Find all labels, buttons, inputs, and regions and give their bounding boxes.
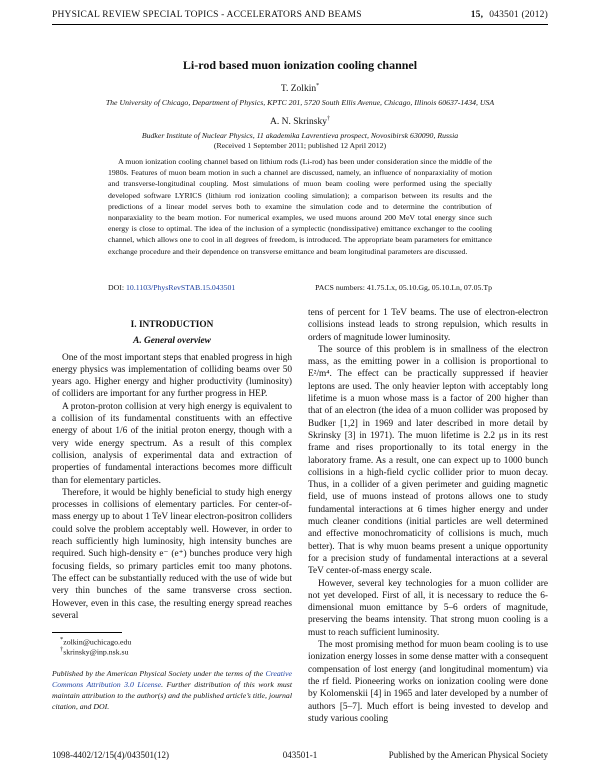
footnote-email[interactable]: skrinsky@inp.nsk.su	[63, 647, 129, 657]
affiliation-2: Budker Institute of Nuclear Physics, 11 akademika Lavrentieva prospect, Novosibirsk 630090, Russia	[141, 131, 459, 140]
paragraph: The most promising method for muon beam cooling is to use ionization energy losses in some dense matter with a consequent compensation of lost energy (and longitudinal momentum) via the rf field. Pioneering works on ionization cooling were done by Kolomenskii [4] in 1965 and later developed by a number of authors [5–7]. Much effort is being invested to develop and study various cooling	[308, 640, 548, 724]
footnote-mark: *	[60, 636, 64, 643]
license-link[interactable]: Creative Commons Attribution 3.0 License	[52, 669, 292, 689]
paper-title: Li-rod based muon ionization cooling channel	[182, 58, 418, 72]
author-name: T. Zolkin	[280, 84, 317, 95]
received-date: (Received 1 September 2011; published 12 April 2012)	[213, 141, 387, 150]
license-text: Published by the American Physical Society under the terms of the	[52, 669, 266, 678]
doi-link[interactable]: 10.1103/PhysRevSTAB.15.043501	[125, 283, 236, 292]
paragraph: A proton-proton collision at very high energy is equivalent to a collision of its fundamental constituents with an effective energy of about 1/6 of the initial proton energy, though with a very wide energy spectrum. As a result of this complex collision, analysis of experimental data and extraction of properties of fundamental interactions becomes more difficult than for elementary particles.	[52, 401, 292, 486]
left-column	[52, 307, 292, 622]
license-text: . Further distribution of this work must maintain attribution to the author(s) and the published article’s title, journal citation, and DOI.	[52, 680, 292, 711]
right-column	[308, 307, 548, 725]
footnote-2	[60, 646, 128, 657]
footnote-1	[60, 636, 131, 647]
author-2	[0, 116, 600, 127]
paragraph: Therefore, it would be highly beneficial to study high energy processes in collisions of elementary particles. For center-of-mass energy up to about 1 TeV linear electron-positron colliders could solve the problem acceptably well. However, in order to reach sufficiently high luminosity, high intensity bunches are required. Such high-density e⁻ (e⁺) bunches produce very high focusing fields, so primary particles emit too many photons. The effect can be substantially reduced with the use of wide but very thin bunches of the same transverse cross section. However, even in this case, the resulting energy spread reaches several	[52, 487, 292, 621]
article-number	[471, 10, 548, 20]
footer-publisher: Published by the American Physical Society	[388, 750, 548, 760]
author-mark: †	[327, 116, 330, 122]
doi	[108, 283, 235, 292]
publication-note	[52, 668, 292, 712]
paragraph: tens of percent for 1 TeV beams. The use of electron-electron collisions instead leads to strong repulsion, which results in orders of magnitude lower luminosity.	[308, 308, 548, 343]
paragraph: The source of this problem is in smallness of the electron mass, as the emitting power in a collision is proportional to E²/m⁴. The effect can be practically suppressed if heavier leptons are used. The only heavier lepton with acceptably long lifetime is a muon whose mass is a factor of 200 higher than that of an electron (the idea of a muon collider was proposed by Budker [1,2] in 1969 and later described in more detail by Skrinsky [3] in 1971). The muon lifetime is 2.2 μs in its rest frame and rises proportionally to its total energy in the laboratory frame. As a result, one can expect up to 1000 bunch collisions in a high-field cyclic collider prior to muon decay. Thus, in a collider of a given perimeter and guiding magnetic field, use of muons instead of protons allows one to study fundamental interactions at 6 times higher energy and under much cleaner conditions (initial particles are well determined and effective monochromaticity of collisions is much, much better). That is why muon beams present a unique opportunity for a precision study of fundamental interactions at a several TeV center-of-mass energy scale.	[308, 344, 548, 577]
author-1	[0, 83, 600, 94]
running-header	[52, 10, 548, 24]
subsection-heading: A. General overview	[133, 336, 211, 347]
article-id: 043501 (2012)	[489, 10, 548, 20]
journal-name: PHYSICAL REVIEW SPECIAL TOPICS - ACCELERATORS AND BEAMS	[52, 10, 362, 20]
paragraph: However, several key technologies for a muon collider are not yet developed. First of all, it is necessary to reduce the 6-dimensional muon emittance by 5–6 orders of magnitude, preserving the beams intensity. That strong muon cooling is a must to reach sufficient luminosity.	[308, 578, 548, 638]
volume: 15,	[470, 10, 484, 20]
author-name: A. N. Skrinsky	[269, 117, 327, 128]
abstract: A muon ionization cooling channel based on lithium rods (Li-rod) has been under consideration since the middle of the 1980s. Features of muon beam motion in such a channel are discussed, namely, an influence of nonparaxiality of motion and transverse-longitudinal coupling. Most simulations of muon beam cooling were performed using the specially developed software LYRICS (lithium rod ionization cooling simulation); a comparison between its results and the predictions of a linear model serves both to examine the simulation code and to determine the contribution of nonparaxiality to the beam motion. For numerical examples, we used muons around 200 MeV total energy since such energy is close to optimal. The idea of the inclusion of a symplectic (nondissipative) emittance exchanger to the cooling channel, which allows one to cool in all degrees of freedom, is introduced. The appropriate beam parameters for emittance exchange procedure and their dependence on transverse emittance and beam longitudinal parameters are discussed.	[108, 157, 492, 256]
section-heading: I. INTRODUCTION	[130, 320, 214, 330]
footer-issn: 1098-4402/12/15(4)/043501(12)	[52, 750, 169, 760]
paragraph: One of the most important steps that enabled progress in high energy physics was implementation of colliding beams over 50 years ago. Higher energy and higher productivity (luminosity) of colliders are important for any further progress in HEP.	[52, 352, 292, 400]
doi-label: DOI:	[108, 283, 125, 292]
footnote-rule	[52, 632, 122, 633]
author-mark: *	[316, 83, 320, 89]
footer-page: 043501-1	[282, 750, 318, 760]
pacs-numbers: PACS numbers: 41.75.Lx, 05.10.Gg, 05.10.Ln, 07.05.Tp	[315, 283, 492, 292]
footnote-email[interactable]: zolkin@uchicago.edu	[63, 637, 132, 647]
affiliation-1: The University of Chicago, Department of Physics, KPTC 201, 5720 South Ellis Avenue, Chicago, Illinois 60637-1434, USA	[105, 98, 495, 107]
footnote-mark: †	[60, 646, 64, 653]
header-rule	[52, 24, 548, 25]
